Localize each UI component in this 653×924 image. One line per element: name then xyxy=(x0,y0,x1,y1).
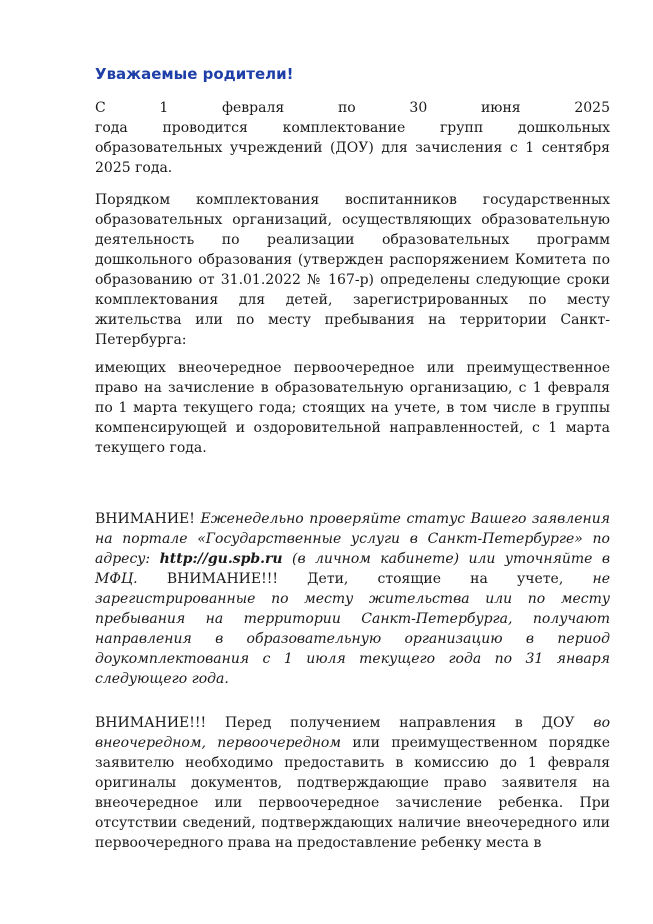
portal-link[interactable]: http://gu.spb.ru xyxy=(159,551,283,567)
attention-label: ВНИМАНИЕ! xyxy=(95,511,195,527)
paragraph-attention-documents xyxy=(95,713,610,853)
paragraph-order: Порядком комплектования воспитанников государственных образовательных организаций, осуществляющих образовательную деятельность по реализации образовательных программ дошкольного образования (утвержден распоряжением Комитета по образованию от 31.01.2022 № 167-р) определены следующие сроки комплектования для детей, зарегистрированных по месту жительства или по месту пребывания на территории Санкт-Петербурга: xyxy=(95,192,610,348)
attention-priority-text: во внеочередном, первоочередном xyxy=(95,715,610,751)
paragraph-terms: имеющих внеочередное первоочередное или преимущественное право на зачисление в образовательную организацию, с 1 февраля по 1 марта текущего года; стоящих на учете, в том числе в группы компенсирующей и оздоровительной направленностей, с 1 марта текущего года. xyxy=(95,360,610,456)
page-title: Уважаемые родители! xyxy=(95,65,294,83)
attention-documents-label: ВНИМАНИЕ!!! Перед получением направления в ДОУ xyxy=(95,715,575,731)
attention-cabinet-text: (в личном кабинете) или уточняйте в МФЦ. xyxy=(95,551,610,587)
paragraph-attention-status xyxy=(95,509,610,689)
paragraph-dates-line1: С 1 февраля по 30 июня 2025 xyxy=(95,100,610,116)
attention-second-label: ВНИМАНИЕ!!! Дети, стоящие на учете, xyxy=(166,571,564,587)
paragraph-dates-text: года проводится комплектование групп дошкольных образовательных учреждений (ДОУ) для зачисления с 1 сентября 2025 года. xyxy=(95,120,610,176)
paragraph-dates xyxy=(95,98,610,178)
attention-status-text: Еженедельно проверяйте статус Вашего заявления на портале «Государственные услуги в Санкт-Петербурге» по адресу: xyxy=(95,511,611,567)
attention-unregistered-text: не зарегистрированные по месту жительства или по месту пребывания на территории Санкт-Петербурга, получают направления в образовательную организацию в период доукомплектования с 1 июля текущего года по 31 января следующего года. xyxy=(95,571,611,687)
attention-documents-text: или преимущественном порядке заявителю необходимо предоставить в комиссию до 1 февраля оригиналы документов, подтверждающие право заявителя на внеочередное или первоочередное зачисление ребенка. При отсутствии сведений, подтверждающих наличие внеочередного или первоочередного права на предоставление ребенку места в xyxy=(95,735,610,851)
